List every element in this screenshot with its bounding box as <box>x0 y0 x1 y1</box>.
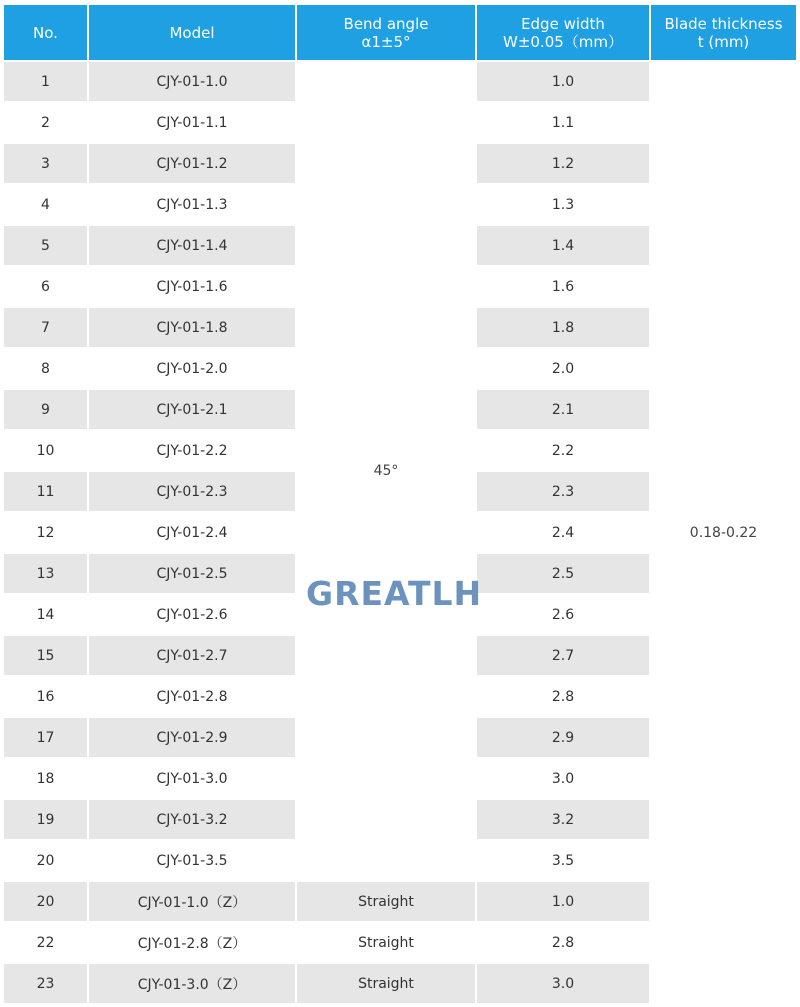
cell-edge-width: 3.0 <box>476 963 650 1003</box>
header-edge-width <box>476 5 650 61</box>
cell-no: 10 <box>4 430 88 471</box>
table-body <box>4 61 796 1003</box>
cell-no: 4 <box>4 184 88 225</box>
cell-no: 13 <box>4 553 88 594</box>
header-blade-thickness <box>650 5 796 61</box>
cell-edge-width: 1.8 <box>476 307 650 348</box>
cell-model: CJY-01-2.2 <box>88 430 296 471</box>
cell-model: CJY-01-1.0 <box>88 61 296 102</box>
cell-model: CJY-01-3.5 <box>88 840 296 881</box>
header-bend-angle-tolerance: α1±5° <box>361 32 411 51</box>
cell-edge-width: 3.5 <box>476 840 650 881</box>
header-bend-angle-title: Bend angle <box>343 14 429 33</box>
cell-no: 6 <box>4 266 88 307</box>
cell-no: 22 <box>4 922 88 963</box>
cell-edge-width: 1.3 <box>476 184 650 225</box>
cell-no: 17 <box>4 717 88 758</box>
header-blade-thickness-title: Blade thickness <box>664 14 783 33</box>
table-row <box>4 61 796 102</box>
cell-edge-width: 2.6 <box>476 594 650 635</box>
cell-no: 3 <box>4 143 88 184</box>
cell-edge-width: 2.8 <box>476 676 650 717</box>
cell-edge-width: 3.2 <box>476 799 650 840</box>
cell-no: 2 <box>4 102 88 143</box>
cell-bend-angle: Straight <box>296 963 476 1003</box>
cell-blade-thickness-merged: 0.18-0.22 <box>650 61 796 1003</box>
cell-edge-width: 1.4 <box>476 225 650 266</box>
cell-model: CJY-01-3.0 <box>88 758 296 799</box>
cell-no: 20 <box>4 840 88 881</box>
cell-model: CJY-01-2.6 <box>88 594 296 635</box>
watermark-logo: GREATLH <box>306 574 483 613</box>
cell-no: 8 <box>4 348 88 389</box>
cell-edge-width: 1.0 <box>476 61 650 102</box>
cell-no: 23 <box>4 963 88 1003</box>
spec-table <box>4 5 796 1003</box>
cell-model: CJY-01-1.4 <box>88 225 296 266</box>
cell-model: CJY-01-2.8 <box>88 676 296 717</box>
cell-no: 18 <box>4 758 88 799</box>
cell-model: CJY-01-2.5 <box>88 553 296 594</box>
cell-model: CJY-01-1.2 <box>88 143 296 184</box>
cell-no: 20 <box>4 881 88 922</box>
cell-edge-width: 1.0 <box>476 881 650 922</box>
cell-model: CJY-01-2.9 <box>88 717 296 758</box>
cell-model: CJY-01-1.1 <box>88 102 296 143</box>
header-model: Model <box>88 5 296 61</box>
header-no: No. <box>4 5 88 61</box>
cell-edge-width: 2.1 <box>476 389 650 430</box>
cell-edge-width: 1.6 <box>476 266 650 307</box>
cell-edge-width: 3.0 <box>476 758 650 799</box>
cell-model: CJY-01-2.1 <box>88 389 296 430</box>
cell-bend-angle-merged: 45° <box>296 61 476 881</box>
cell-edge-width: 2.4 <box>476 512 650 553</box>
cell-edge-width: 2.7 <box>476 635 650 676</box>
cell-edge-width: 1.2 <box>476 143 650 184</box>
cell-model: CJY-01-2.0 <box>88 348 296 389</box>
cell-edge-width: 2.0 <box>476 348 650 389</box>
cell-no: 14 <box>4 594 88 635</box>
cell-no: 9 <box>4 389 88 430</box>
cell-no: 19 <box>4 799 88 840</box>
cell-model: CJY-01-1.3 <box>88 184 296 225</box>
cell-edge-width: 2.2 <box>476 430 650 471</box>
cell-model: CJY-01-1.6 <box>88 266 296 307</box>
cell-no: 7 <box>4 307 88 348</box>
cell-edge-width: 2.9 <box>476 717 650 758</box>
table-header-row <box>4 5 796 61</box>
cell-no: 12 <box>4 512 88 553</box>
cell-no: 11 <box>4 471 88 512</box>
cell-model: CJY-01-2.3 <box>88 471 296 512</box>
header-blade-thickness-unit: t (mm) <box>697 32 750 51</box>
cell-model: CJY-01-2.7 <box>88 635 296 676</box>
cell-edge-width: 2.3 <box>476 471 650 512</box>
cell-model: CJY-01-2.8（Z） <box>88 922 296 963</box>
cell-no: 16 <box>4 676 88 717</box>
header-edge-width-title: Edge width <box>521 14 605 33</box>
cell-bend-angle: Straight <box>296 922 476 963</box>
header-bend-angle <box>296 5 476 61</box>
header-edge-width-tolerance: W±0.05（mm） <box>502 32 624 51</box>
cell-no: 5 <box>4 225 88 266</box>
cell-model: CJY-01-1.0（Z） <box>88 881 296 922</box>
cell-model: CJY-01-2.4 <box>88 512 296 553</box>
cell-edge-width: 2.5 <box>476 553 650 594</box>
cell-model: CJY-01-1.8 <box>88 307 296 348</box>
cell-no: 15 <box>4 635 88 676</box>
cell-edge-width: 1.1 <box>476 102 650 143</box>
cell-bend-angle: Straight <box>296 881 476 922</box>
cell-edge-width: 2.8 <box>476 922 650 963</box>
cell-no: 1 <box>4 61 88 102</box>
cell-model: CJY-01-3.0（Z） <box>88 963 296 1003</box>
cell-model: CJY-01-3.2 <box>88 799 296 840</box>
